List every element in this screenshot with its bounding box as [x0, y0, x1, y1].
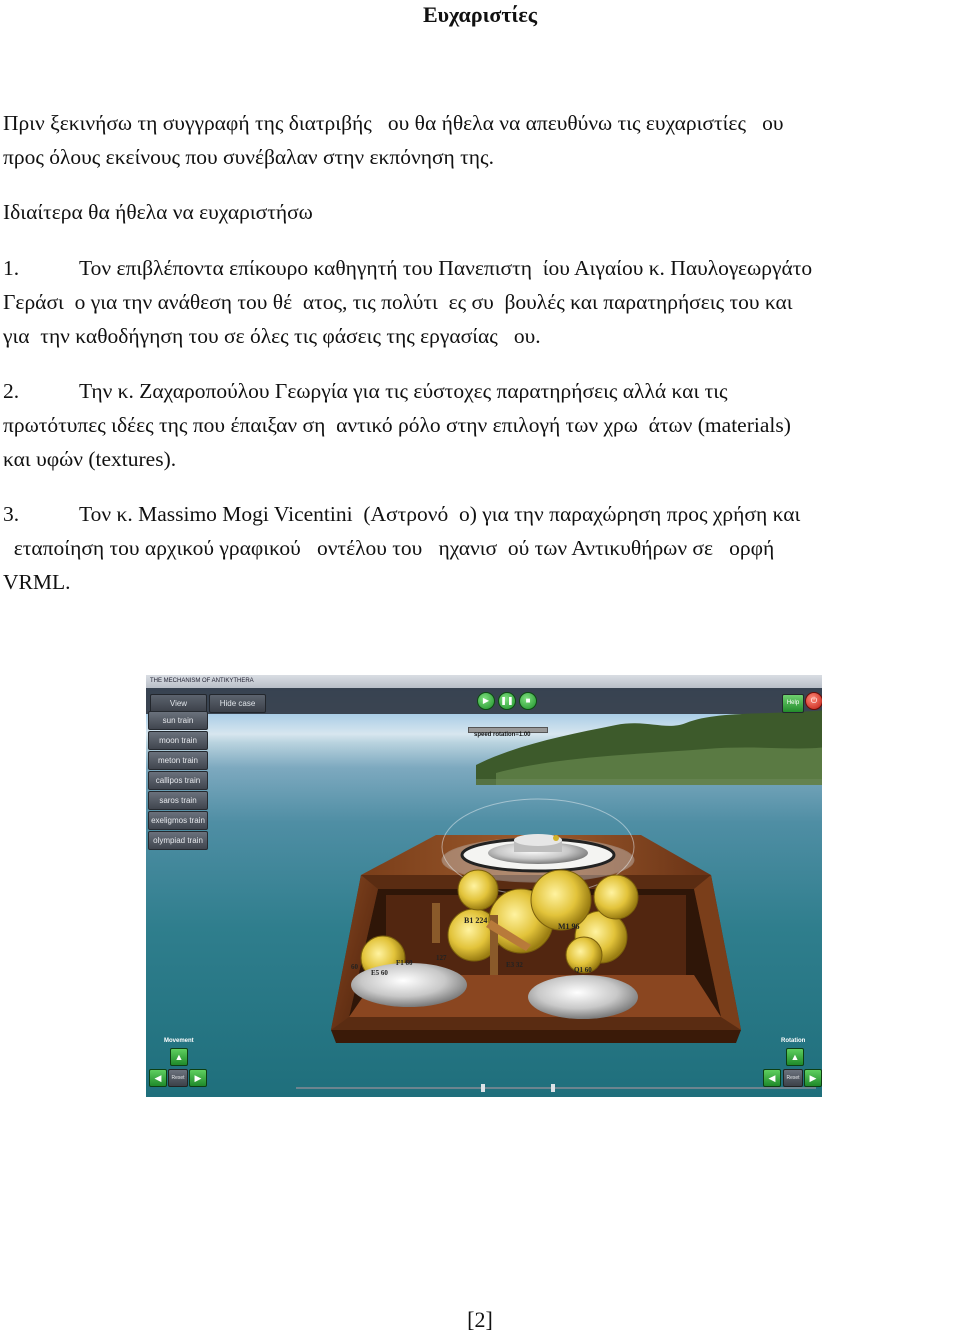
item-2-line-3: και υφών (textures).: [3, 447, 177, 471]
exeligmos-train-button[interactable]: exeligmos train: [148, 811, 208, 830]
move-left-arrow-icon[interactable]: ◀: [149, 1069, 167, 1087]
item-2-text-1: Την κ. Ζαχαροπούλου Γεωργία για τις εύστοχες παρατηρήσεις αλλά και τις: [79, 379, 728, 403]
help-button[interactable]: Help: [782, 694, 804, 713]
olympiad-train-button[interactable]: olympiad train: [148, 831, 208, 850]
gear-label: B1 224: [464, 916, 488, 925]
item-3-line-3: VRML.: [3, 570, 71, 594]
rotate-up-arrow-icon[interactable]: ▲: [786, 1048, 804, 1066]
power-icon[interactable]: ⏻: [805, 692, 822, 710]
callipos-train-button[interactable]: callipos train: [148, 771, 208, 790]
move-right-arrow-icon[interactable]: ▶: [189, 1069, 207, 1087]
item-3-line-2: εταποίηση του αρχικού γραφικού οντέλου του ηχανισ ού των Αντικυθήρων σε ορφή: [3, 536, 775, 560]
gear-label: F1 60: [396, 959, 413, 967]
movement-reset-button[interactable]: Reset: [168, 1069, 188, 1087]
stop-icon[interactable]: ■: [519, 692, 537, 710]
intro-line-2: προς όλους εκείνους που συνέβαλαν στην εκπόνηση της.: [3, 145, 494, 169]
heading: Ευχαριστίες: [422, 2, 538, 27]
item-3-line-1: [3, 504, 800, 526]
lead-line: Ιδιαίτερα θα ήθελα να ευχαριστήσω: [3, 200, 313, 224]
item-1-line-2: Γεράσι ο για την ανάθεση του θέ ατος, τις πολύτι ες συ βουλές και παρατηρήσεις του και: [3, 290, 793, 314]
item-1-text-1: Τον επιβλέποντα επίκουρο καθηγητή του Πανεπιστη ίου Αιγαίου κ. Παυλογεωργάτο: [79, 256, 813, 280]
page-number: [2]: [467, 1307, 493, 1332]
pause-icon[interactable]: ❚❚: [498, 692, 516, 710]
gear-label: E5 60: [371, 969, 388, 977]
move-up-arrow-icon[interactable]: ▲: [170, 1048, 188, 1066]
item-1-number: 1.: [3, 256, 20, 280]
item-1-line-1: [3, 258, 812, 280]
rotation-reset-button[interactable]: Reset: [783, 1069, 803, 1087]
speed-label: speed rotation=1.00: [474, 732, 531, 738]
gear-label: M1 96: [558, 922, 580, 931]
item-2-line-1: [3, 381, 728, 403]
item-3-number: 3.: [3, 502, 20, 526]
view-button[interactable]: View: [150, 694, 207, 713]
gear-label: E3 32: [506, 961, 523, 969]
item-2-number: 2.: [3, 379, 20, 403]
gear-label: Q1 60: [574, 966, 592, 974]
sun-train-button[interactable]: sun train: [148, 711, 208, 730]
saros-train-button[interactable]: saros train: [148, 791, 208, 810]
item-3-text-1: Τον κ. Massimo Mogi Vicentini (Αστρονό ο) για την παραχώρηση προς χρήση και: [79, 502, 801, 526]
moon-train-button[interactable]: moon train: [148, 731, 208, 750]
item-1-line-3: για την καθοδήγηση του σε όλες τις φάσεις της εργασίας ου.: [3, 324, 541, 348]
gear-label: 60: [351, 963, 358, 971]
window-title: THE MECHANISM OF ANTIKYTHERA: [146, 675, 822, 688]
intro-line-1: Πριν ξεκινήσω τη συγγραφή της διατριβής ου θα ήθελα να απευθύνω τις ευχαριστίες ου: [3, 111, 784, 135]
item-2-line-2: πρωτότυπες ιδέες της που έπαιξαν ση αντικό ρόλο στην επιλογή των χρω άτων (materials): [3, 413, 791, 437]
gear-label: 127: [436, 954, 447, 962]
rotation-label: Rotation: [781, 1038, 806, 1044]
play-icon[interactable]: ▶: [477, 692, 495, 710]
rotate-right-arrow-icon[interactable]: ▶: [804, 1069, 822, 1087]
rotate-left-arrow-icon[interactable]: ◀: [763, 1069, 781, 1087]
mechanism-scene: [146, 675, 822, 1097]
antikythera-app-screenshot: [146, 675, 822, 1097]
hide-case-button[interactable]: Hide case: [209, 694, 266, 713]
movement-label: Movement: [164, 1038, 194, 1044]
meton-train-button[interactable]: meton train: [148, 751, 208, 770]
